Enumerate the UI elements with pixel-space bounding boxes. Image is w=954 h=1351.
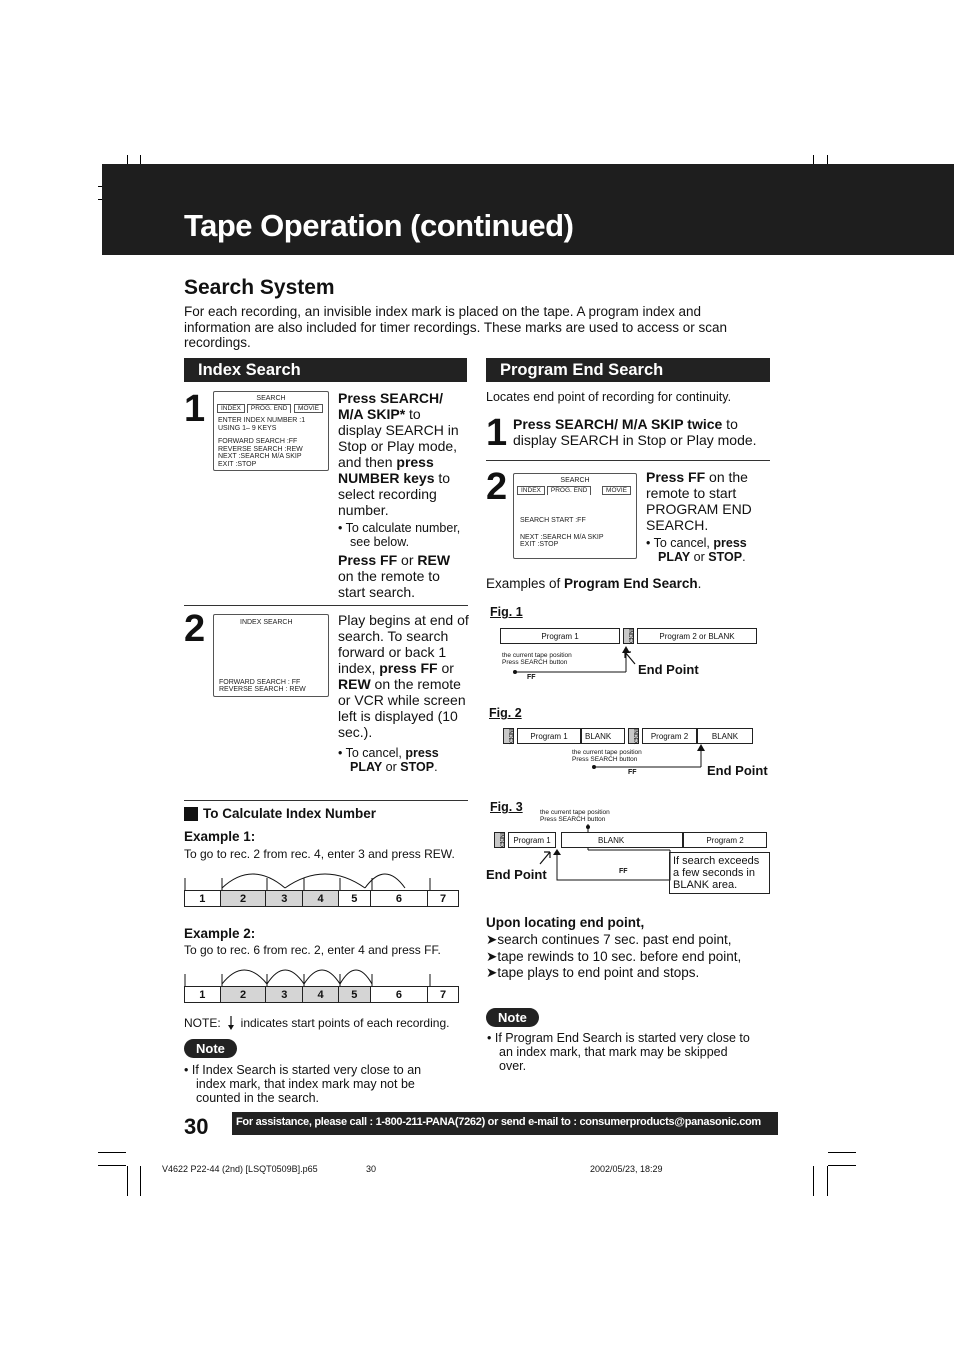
instr-text: on the remote to start PROGRAM END SEARCH. (646, 469, 752, 533)
index-segment: 5 (339, 987, 371, 1002)
crop-mark (127, 1166, 128, 1196)
section-title: Search System (184, 276, 335, 299)
examples-bold: Program End Search (564, 576, 698, 591)
index-mark: INDEX (494, 832, 505, 848)
upon-item (486, 965, 741, 982)
note-left (184, 1039, 237, 1058)
tab-index: INDEX (217, 404, 245, 414)
screen-title: INDEX SEARCH (240, 619, 293, 626)
screen-line: EXIT :STOP (218, 460, 257, 468)
note-pill: Note (486, 1008, 539, 1027)
upon-item (486, 932, 741, 949)
bullet-bold: STOP (708, 550, 743, 564)
bullet-text: To cancel, (653, 536, 714, 550)
pe-step1-instructions (513, 416, 775, 448)
screen-line: EXIT :STOP (520, 541, 559, 548)
tab-index: INDEX (517, 486, 545, 496)
press-search: Press SEARCH button (540, 815, 606, 823)
print-date: 2002/05/23, 18:29 (590, 1164, 663, 1174)
screen-line: SEARCH START :FF (520, 517, 586, 524)
jump-arc (285, 874, 365, 888)
crop-mark (813, 1166, 814, 1196)
press-search: Press SEARCH button (572, 755, 638, 763)
fig1-tape (500, 628, 757, 644)
bullet: • To calculate number, see below. (338, 521, 461, 549)
upon-text: search continues 7 sec. past end point, (497, 932, 732, 947)
bullet-text: or (690, 550, 709, 564)
divider (184, 800, 468, 801)
upon-text: tape rewinds to 10 sec. before end point, (497, 948, 742, 964)
bullet-text: or (382, 760, 401, 774)
bullet: • To cancel, press PLAY or STOP. (338, 746, 439, 774)
fig2-ff-arrow (590, 744, 705, 770)
screen-title: SEARCH (256, 395, 286, 402)
bullet: • To cancel, press PLAY or STOP. (646, 536, 747, 564)
step1-instructions (338, 390, 468, 600)
index-segment: 3 (266, 891, 303, 906)
example2-arrows (180, 960, 465, 988)
example2-text: To go to rec. 6 from rec. 2, enter 4 and press FF. (184, 943, 441, 957)
arrow-bullet-icon: ➤ (486, 932, 498, 947)
instr-bold: Press FF (646, 469, 706, 485)
tape-program: Program 1 (508, 832, 556, 848)
screen-line: FORWARD SEARCH :FF (218, 438, 298, 445)
end-point-pointer-icon (623, 650, 637, 666)
instr-text: or (397, 552, 418, 568)
end-point-label: End Point (638, 662, 699, 677)
fig2-tape (503, 728, 753, 744)
note-right-text: • If Program End Search is started very close to an index mark, that mark may be skipped over. (487, 1031, 750, 1073)
bullet-text: . (742, 550, 746, 564)
tab-prog-end: PROG. END (547, 486, 591, 496)
crop-mark (828, 1165, 856, 1166)
fig3-ff-loop (550, 824, 674, 884)
tab-movie: MOVIE (602, 486, 631, 496)
crop-mark (827, 1166, 828, 1196)
instr-text: to select recording number. (338, 470, 451, 518)
bullet-bold: press PLAY (658, 536, 747, 564)
ff-label: FF (619, 868, 628, 875)
instr-bold: Press SEARCH/ M/A SKIP* (338, 390, 444, 422)
instr-bold: Press FF (338, 552, 398, 568)
tape-program: Program 1 (517, 728, 581, 744)
divider (184, 605, 468, 606)
pe-step2-instructions (646, 469, 768, 564)
note-left-text: • If Index Search is started very close to an index mark, that index mark may not be counted in the search. (184, 1063, 422, 1105)
osd-screen (213, 614, 329, 697)
print-page: 30 (366, 1164, 377, 1174)
program-end-heading: Program End Search (486, 358, 770, 382)
index-bar (184, 986, 459, 1003)
jump-arc (365, 874, 405, 888)
current-pos: the current tape position (572, 749, 642, 756)
instr-text: Play begins at end of search. To search forward or back 1 index, (338, 612, 469, 676)
note-text: If Index Search is started very close to an index mark, that index mark may not be counted in the search. (191, 1063, 422, 1105)
tape-blank: BLANK (697, 728, 753, 744)
page-title: Tape Operation (continued) (184, 208, 574, 243)
crop-mark (828, 1152, 856, 1153)
index-segment: 5 (339, 891, 371, 906)
example1-arrows (180, 864, 465, 892)
instr-text: on the remote or VCR while screen left is displayed (10 sec.). (338, 676, 466, 740)
divider (486, 460, 770, 461)
calc-note (184, 1015, 449, 1031)
note-text: If Program End Search is started very close to an index mark, that mark may be skipped over. (494, 1031, 750, 1073)
current-pos: the current tape position (502, 652, 572, 659)
instr-bold: press FF (379, 660, 438, 676)
jump-arc (222, 874, 285, 888)
tab-movie: MOVIE (294, 404, 323, 414)
calc-note-text: indicates start points of each recording. (240, 1016, 450, 1030)
upon-item (486, 949, 741, 966)
start-point-arrow-icon (224, 1015, 238, 1031)
screen-line: ENTER INDEX NUMBER :1 (218, 417, 306, 424)
instr-text: or (437, 660, 454, 676)
index-segment: 1 (185, 891, 221, 906)
section-intro: For each recording, an invisible index mark is placed on the tape. A program index and information are also included for timer recordings. These marks are used to access or scan recordings. (184, 304, 727, 350)
jump-arc (222, 970, 267, 984)
examples-text: Examples of (486, 576, 565, 591)
step2-instructions (338, 612, 470, 774)
osd-screen (513, 473, 637, 559)
current-pos: the current tape position (540, 809, 610, 816)
index-segment: 2 (221, 987, 267, 1002)
calc-note-label: NOTE: (184, 1016, 221, 1030)
tape-blank: BLANK (581, 728, 625, 744)
instr-text: to display SEARCH in Stop or Play mode. (513, 416, 757, 448)
assistance-bar: For assistance, please call : 1-800-211-PANA(7262) or send e-mail to : consumerproducts@panasonic.com (232, 1112, 778, 1135)
index-segment: 7 (440, 892, 447, 905)
tape-program: Program 2 or BLANK (637, 628, 757, 644)
crop-mark (98, 1152, 126, 1153)
arrow-bullet-icon: ➤ (486, 965, 498, 980)
tape-program: Program 1 (500, 628, 620, 644)
end-point-label: End Point (707, 763, 768, 778)
upon-text: tape plays to end point and stops. (497, 965, 700, 980)
osd-screen (213, 391, 329, 471)
index-bar (184, 890, 459, 907)
jump-arc (267, 970, 304, 984)
instr-bold: REW (417, 552, 451, 568)
instr-para (338, 552, 468, 600)
note-right (486, 1008, 539, 1027)
page-number: 30 (184, 1114, 209, 1139)
screen-tabs (217, 404, 325, 414)
ff-label: FF (527, 674, 536, 681)
example1-text: To go to rec. 2 from rec. 4, enter 3 and press REW. (184, 847, 455, 861)
step-number: 1 (184, 388, 206, 430)
print-filename: V4622 P22-44 (2nd) [LSQT0509B].p65 (162, 1164, 318, 1174)
fig1-label: Fig. 1 (490, 605, 523, 619)
index-segment: 4 (303, 891, 339, 906)
tape-program: Program 2 (683, 832, 767, 848)
press-search: Press SEARCH button (502, 658, 568, 666)
screen-line: NEXT :SEARCH M/A SKIP (520, 533, 604, 541)
index-segment: 6 (371, 987, 429, 1002)
jump-arc (304, 970, 340, 984)
upon-title: Upon locating end point, (486, 915, 645, 930)
tape-program: Program 2 (642, 728, 697, 744)
ff-label: FF (628, 769, 637, 776)
bullet-text: To calculate number, see below. (345, 521, 461, 549)
bullet-bold: press PLAY (350, 746, 439, 774)
screen-line: NEXT :SEARCH M/A SKIP (218, 453, 302, 460)
jump-arc (340, 970, 372, 984)
program-end-intro: Locates end point of recording for continuity. (486, 390, 732, 404)
index-segment: 4 (303, 987, 339, 1002)
screen-line: USING 1– 9 KEYS (218, 424, 277, 432)
crop-mark (98, 1165, 126, 1166)
step-number: 1 (486, 412, 508, 454)
tape-blank: BLANK (561, 832, 683, 848)
bullet-text: . (434, 760, 438, 774)
fig3-callout: If search exceeds a few seconds in BLANK area. (669, 852, 770, 894)
bullet-bold: STOP (400, 760, 435, 774)
calc-heading-row (184, 806, 376, 821)
instr-text: on the remote to start search. (338, 568, 440, 600)
square-bullet-icon (184, 807, 198, 821)
tab-prog-end: PROG. END (247, 404, 291, 414)
fig3-label: Fig. 3 (490, 800, 523, 814)
instr-bold: Press SEARCH/ M/A SKIP twice (513, 416, 723, 432)
index-search-heading: Index Search (184, 358, 467, 382)
screen-tabs (517, 486, 633, 496)
index-segment: 1 (185, 987, 221, 1002)
instr-bold: press NUMBER keys (338, 454, 435, 486)
screen-line: REVERSE SEARCH :REW (218, 445, 303, 453)
index-segment: 3 (266, 987, 303, 1002)
note-pill: Note (184, 1039, 237, 1058)
upon-list (486, 932, 741, 982)
screen-line: FORWARD SEARCH : FF (219, 678, 301, 686)
fig2-label: Fig. 2 (489, 706, 522, 720)
index-mark: INDEX (623, 628, 634, 644)
arrow-bullet-icon: ➤ (486, 948, 498, 964)
end-point-label: End Point (486, 867, 547, 882)
screen-line: REVERSE SEARCH : REW (219, 686, 306, 693)
calc-heading: To Calculate Index Number (203, 806, 377, 821)
bullet-text: To cancel, (345, 746, 406, 760)
step-number: 2 (184, 608, 206, 650)
index-segment: 7 (440, 988, 447, 1001)
step-number: 2 (486, 466, 508, 508)
crop-mark (140, 1166, 141, 1196)
index-segment: 2 (221, 891, 267, 906)
example1-title: Example 1: (184, 829, 256, 844)
index-mark: INDEX (503, 728, 514, 744)
examples-heading (486, 576, 701, 591)
index-mark: INDEX (628, 728, 639, 744)
screen-title: SEARCH (560, 477, 590, 484)
fig3-current (540, 810, 610, 823)
instr-bold: REW (338, 676, 371, 692)
example2-title: Example 2: (184, 926, 256, 941)
index-segment: 6 (371, 891, 429, 906)
end-point-pointer-icon (538, 850, 552, 866)
instr-text: to display SEARCH in Stop or Play mode, and then (338, 406, 459, 470)
examples-text: . (697, 576, 702, 591)
